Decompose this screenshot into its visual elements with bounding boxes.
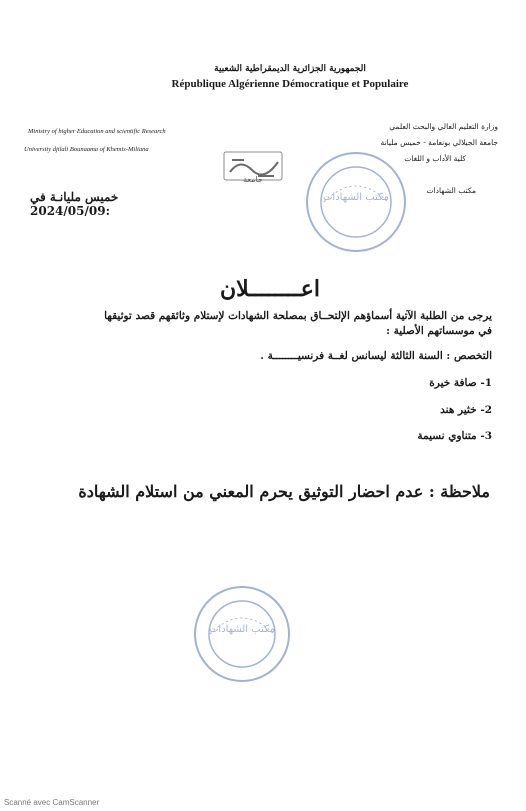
ministry-ar: وزارة التعليم العالي والبحث العلمي (389, 122, 498, 131)
university-logo (222, 148, 284, 188)
svg-text:مكتب الشهادات: مكتب الشهادات (323, 192, 389, 203)
date-line: خميس مليانـة في :2024/05/09 (30, 190, 119, 218)
body-line-1: يرجى من الطلبة الآتية أسماؤهم الإلتحــاق بمصلحة الشهادات لإستلام وثائقهم قصد توثيقها (104, 310, 492, 322)
office-ar: مكتب الشهادات (426, 186, 476, 195)
university-en: University djilali Bounaama of Khemis-Miliana (24, 146, 149, 153)
note-line: ملاحظة : عدم احضار التوثيق يحرم المعني من استلام الشهادة (78, 482, 490, 501)
body-line-2: في موسساتهم الأصلية : (386, 325, 492, 337)
specialty-line: التخصص : السنة الثالثة ليسانس لغــة فرنسيــــــــة . (260, 350, 492, 362)
announcement-title: اعــــــــلان (219, 276, 321, 302)
scanner-footer: Scanné avec CamScanner (4, 798, 100, 807)
ministry-en: Ministry of higher Education and scientific Research (28, 128, 166, 135)
svg-text:جامعة: جامعة (243, 175, 263, 184)
faculty-ar: كلية الأداب و اللغات (404, 154, 466, 163)
university-ar: جامعة الجيلالي بونعامة - خميس مليانة (380, 138, 498, 147)
republic-ar: الجمهورية الجزائرية الديمقراطية الشعبية (214, 64, 366, 74)
svg-text:مكتب الشهادات: مكتب الشهادات (209, 624, 275, 635)
republic-fr: République Algérienne Démocratique et Populaire (171, 78, 409, 90)
office-stamp-top (304, 150, 408, 258)
office-stamp-bottom (192, 584, 292, 688)
student-item: 2- خثير هند (440, 404, 492, 416)
student-item: 1- صافة خيرة (429, 377, 492, 389)
student-item: 3- متناوي نسيمة (417, 430, 492, 442)
